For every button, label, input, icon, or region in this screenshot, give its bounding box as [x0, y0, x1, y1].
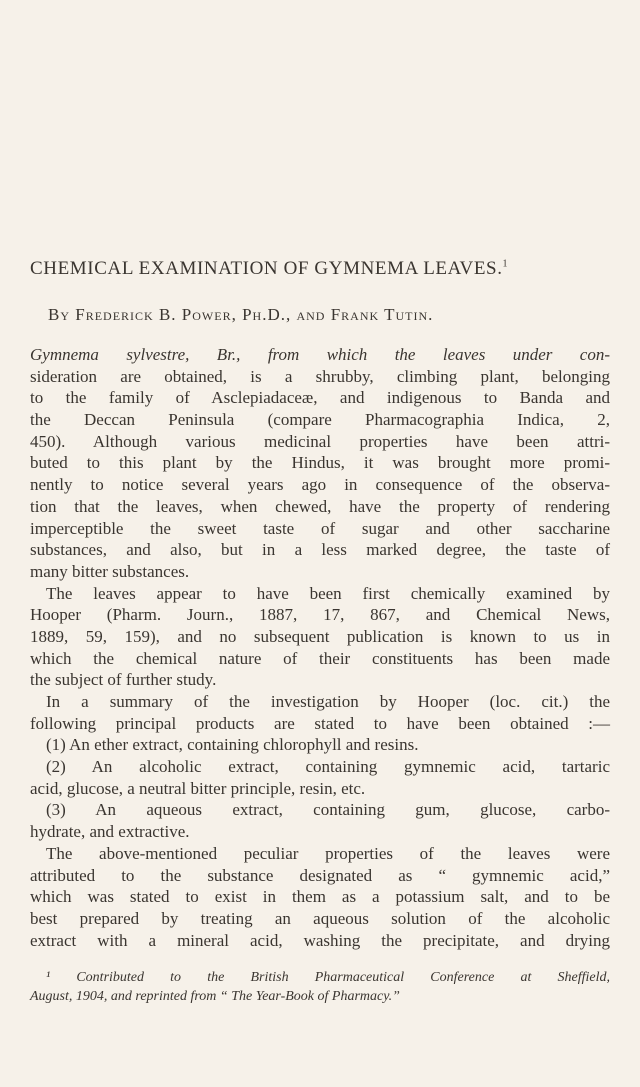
footnote-line: ¹ Contributed to the British Pharmaceutical Conference at Sheffield, [46, 970, 610, 985]
footnote-marker: 1 [502, 258, 509, 270]
body-line: imperceptible the sweet taste of sugar and other saccharine [30, 518, 610, 538]
body-line: extract with a mineral acid, washing the precipitate, and drying [30, 930, 610, 950]
body-line: (3) An aqueous extract, containing gum, glucose, carbo- [46, 800, 610, 820]
body-line: attributed to the substance designated as “ gymnemic acid,” [30, 865, 610, 885]
article-body [30, 344, 610, 951]
body-line: Hooper (Pharm. Journ., 1887, 17, 867, and Chemical News, [30, 605, 610, 625]
body-line: hydrate, and extractive. [30, 822, 190, 842]
body-line: (1) An ether extract, containing chlorophyll and resins. [46, 735, 419, 755]
footnote [30, 968, 610, 1006]
footnote-line: August, 1904, and reprinted from “ The Year-Book of Pharmacy.” [30, 989, 400, 1004]
body-line: substances, and also, but in a less marked degree, the taste of [30, 540, 610, 560]
body-line: 450). Although various medicinal properties have been attri- [30, 431, 610, 451]
body-line: sideration are obtained, is a shrubby, climbing plant, belonging [30, 366, 610, 386]
body-line: tion that the leaves, when chewed, have the property of rendering [30, 496, 610, 516]
body-line: best prepared by treating an aqueous solution of the alcoholic [30, 908, 610, 928]
body-line: following principal products are stated to have been obtained :— [30, 713, 610, 733]
body-line: The above-mentioned peculiar properties of the leaves were [46, 843, 610, 863]
body-line: which the chemical nature of their constituents has been made [30, 648, 610, 668]
article-title-text: CHEMICAL EXAMINATION OF GYMNEMA LEAVES. [30, 258, 503, 279]
article-title [30, 258, 630, 280]
body-line: which was stated to exist in them as a potassium salt, and to be [30, 887, 610, 907]
body-line: acid, glucose, a neutral bitter principle, resin, etc. [30, 778, 366, 798]
body-line: many bitter substances. [30, 561, 190, 581]
body-line: 1889, 59, 159), and no subsequent publication is known to us in [30, 626, 610, 646]
body-line: nently to notice several years ago in consequence of the observa- [30, 475, 610, 495]
body-line: The leaves appear to have been first chemically examined by [46, 583, 610, 603]
body-line: Gymnema sylvestre, Br., from which the leaves under con- [30, 345, 610, 364]
body-line: the subject of further study. [30, 670, 217, 690]
body-line: the Deccan Peninsula (compare Pharmacographia Indica, 2, [30, 410, 610, 430]
body-line: (2) An alcoholic extract, containing gymnemic acid, tartaric [46, 757, 610, 777]
body-line: In a summary of the investigation by Hooper (loc. cit.) the [46, 692, 610, 711]
body-line: to the family of Asclepiadaceæ, and indigenous to Banda and [30, 388, 610, 408]
author-byline: By Frederick B. Power, Ph.D., and Frank Tutin. [48, 305, 434, 324]
body-line: buted to this plant by the Hindus, it was brought more promi- [30, 453, 610, 473]
